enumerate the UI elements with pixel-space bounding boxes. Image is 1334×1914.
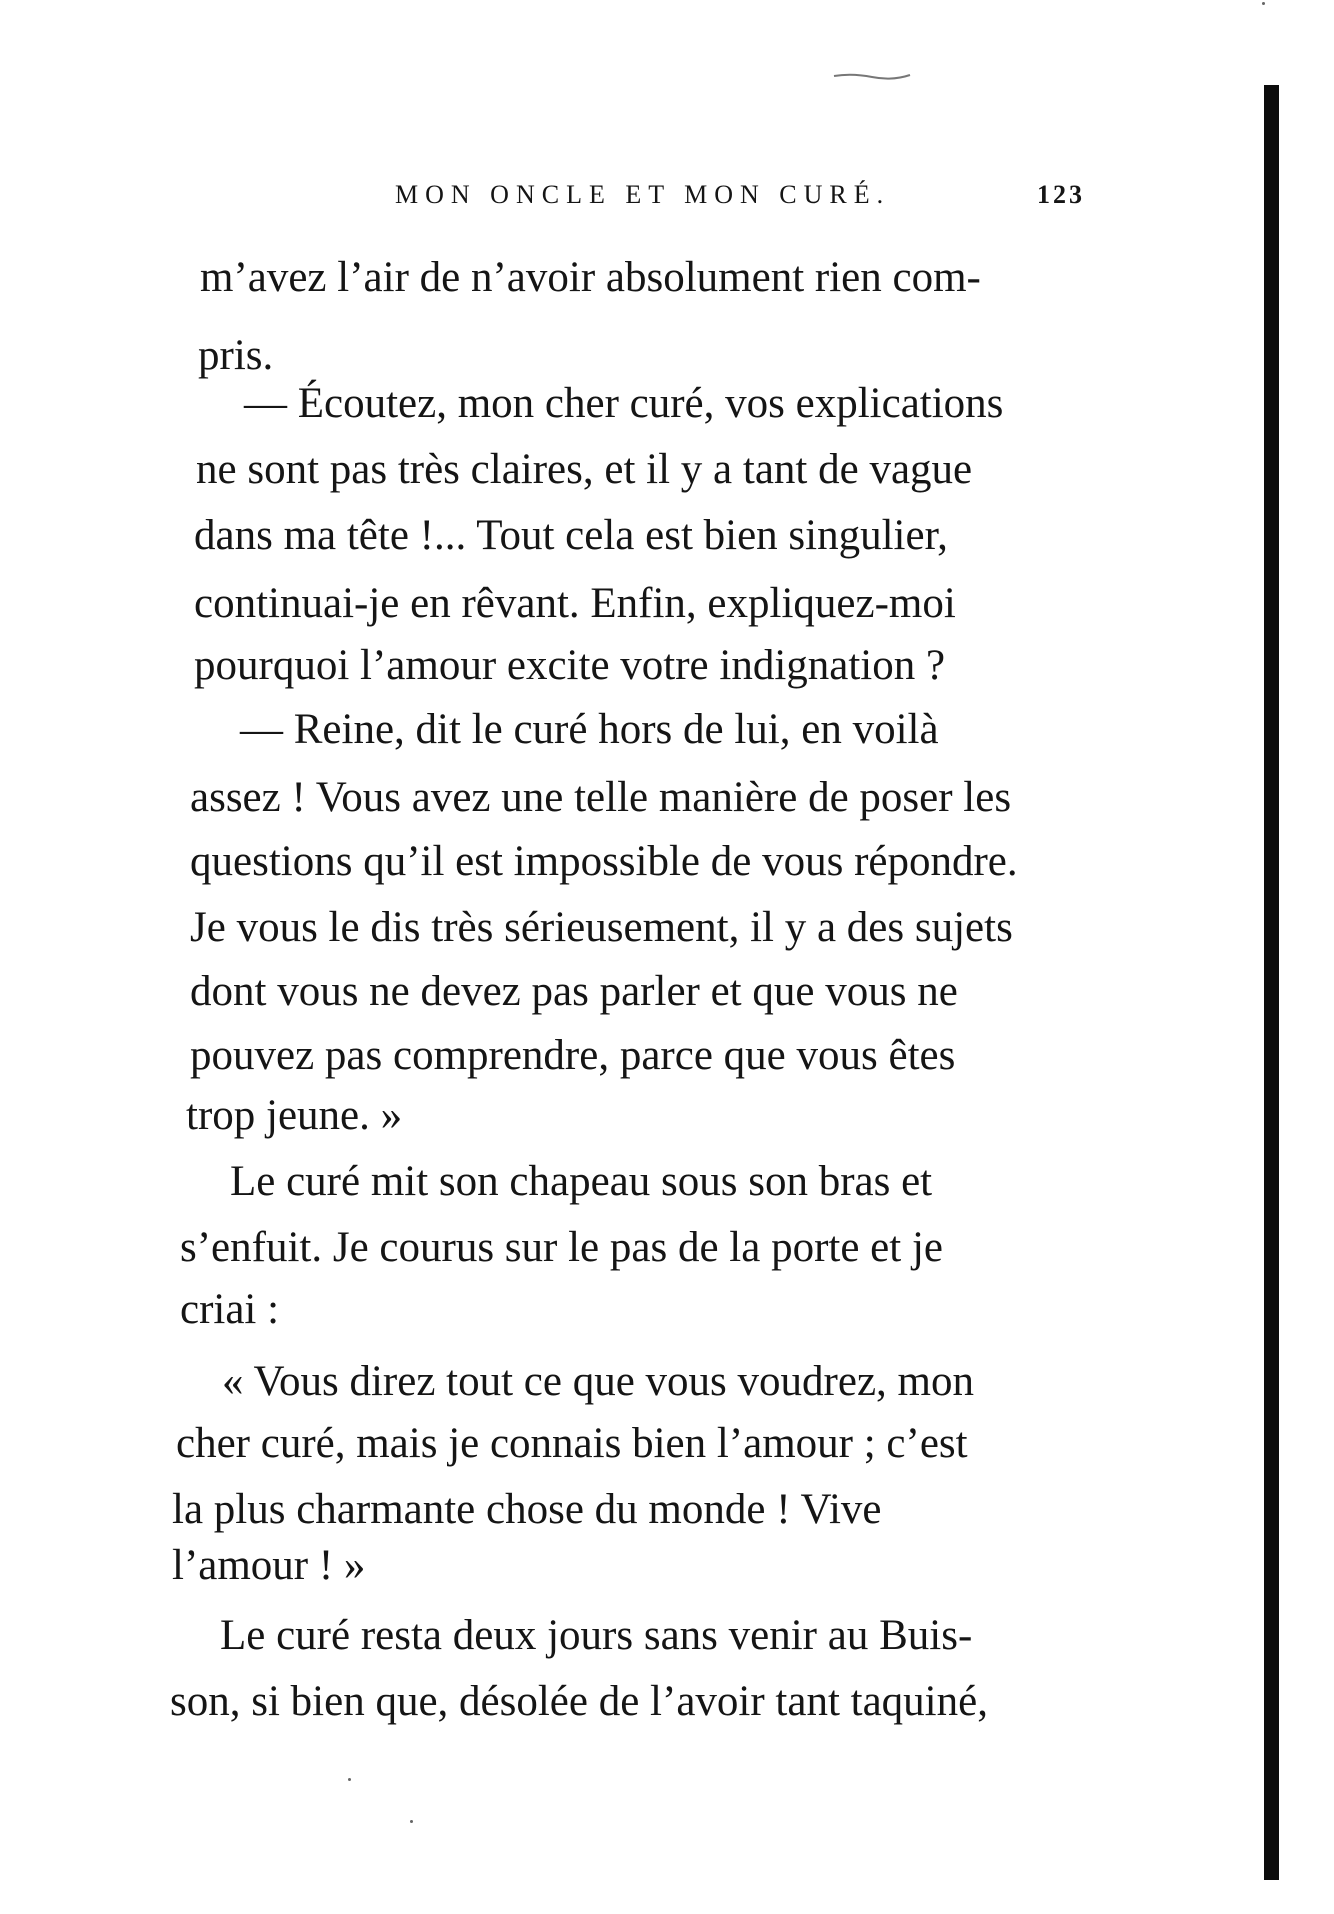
text-line: dans ma tête !... Tout cela est bien singulier, — [194, 512, 948, 559]
text-line: pourquoi l’amour excite votre indignation ? — [194, 642, 946, 689]
text-line: « Vous direz tout ce que vous voudrez, mon — [222, 1358, 974, 1405]
scan-speck — [1262, 2, 1265, 5]
text-line: criai : — [180, 1286, 280, 1333]
text-line: ne sont pas très claires, et il y a tant de vague — [196, 446, 973, 493]
text-line: Le curé mit son chapeau sous son bras et — [230, 1158, 933, 1205]
text-line: trop jeune. » — [186, 1092, 403, 1139]
scan-speck — [410, 1820, 413, 1823]
text-line: la plus charmante chose du monde ! Vive — [172, 1486, 882, 1533]
page-number: 123 — [1037, 180, 1085, 209]
page-edge-shadow — [1264, 85, 1279, 1880]
scan-speck — [348, 1778, 351, 1781]
ink-smudge-ornament — [832, 72, 912, 80]
text-line: questions qu’il est impossible de vous répondre. — [190, 838, 1018, 885]
text-line: m’avez l’air de n’avoir absolument rien com- — [200, 254, 981, 301]
running-head-title: MON ONCLE ET MON CURÉ. — [395, 180, 891, 209]
text-line: l’amour ! » — [172, 1542, 366, 1589]
text-line: dont vous ne devez pas parler et que vous ne — [190, 968, 958, 1015]
text-line: pouvez pas comprendre, parce que vous êtes — [190, 1032, 956, 1079]
text-line: pris. — [198, 332, 274, 379]
text-line: s’enfuit. Je courus sur le pas de la porte et je — [180, 1224, 943, 1271]
text-line: cher curé, mais je connais bien l’amour ; c’est — [176, 1420, 968, 1467]
text-line: continuai-je en rêvant. Enfin, expliquez-moi — [194, 580, 956, 627]
text-line: assez ! Vous avez une telle manière de poser les — [190, 774, 1012, 821]
text-line: — Écoutez, mon cher curé, vos explications — [244, 380, 1004, 427]
text-line: son, si bien que, désolée de l’avoir tant taquiné, — [170, 1678, 988, 1725]
text-line: — Reine, dit le curé hors de lui, en voilà — [240, 706, 939, 753]
running-head — [395, 180, 1085, 220]
text-line: Le curé resta deux jours sans venir au Buis- — [220, 1612, 973, 1659]
text-line: Je vous le dis très sérieusement, il y a des sujets — [190, 904, 1013, 951]
